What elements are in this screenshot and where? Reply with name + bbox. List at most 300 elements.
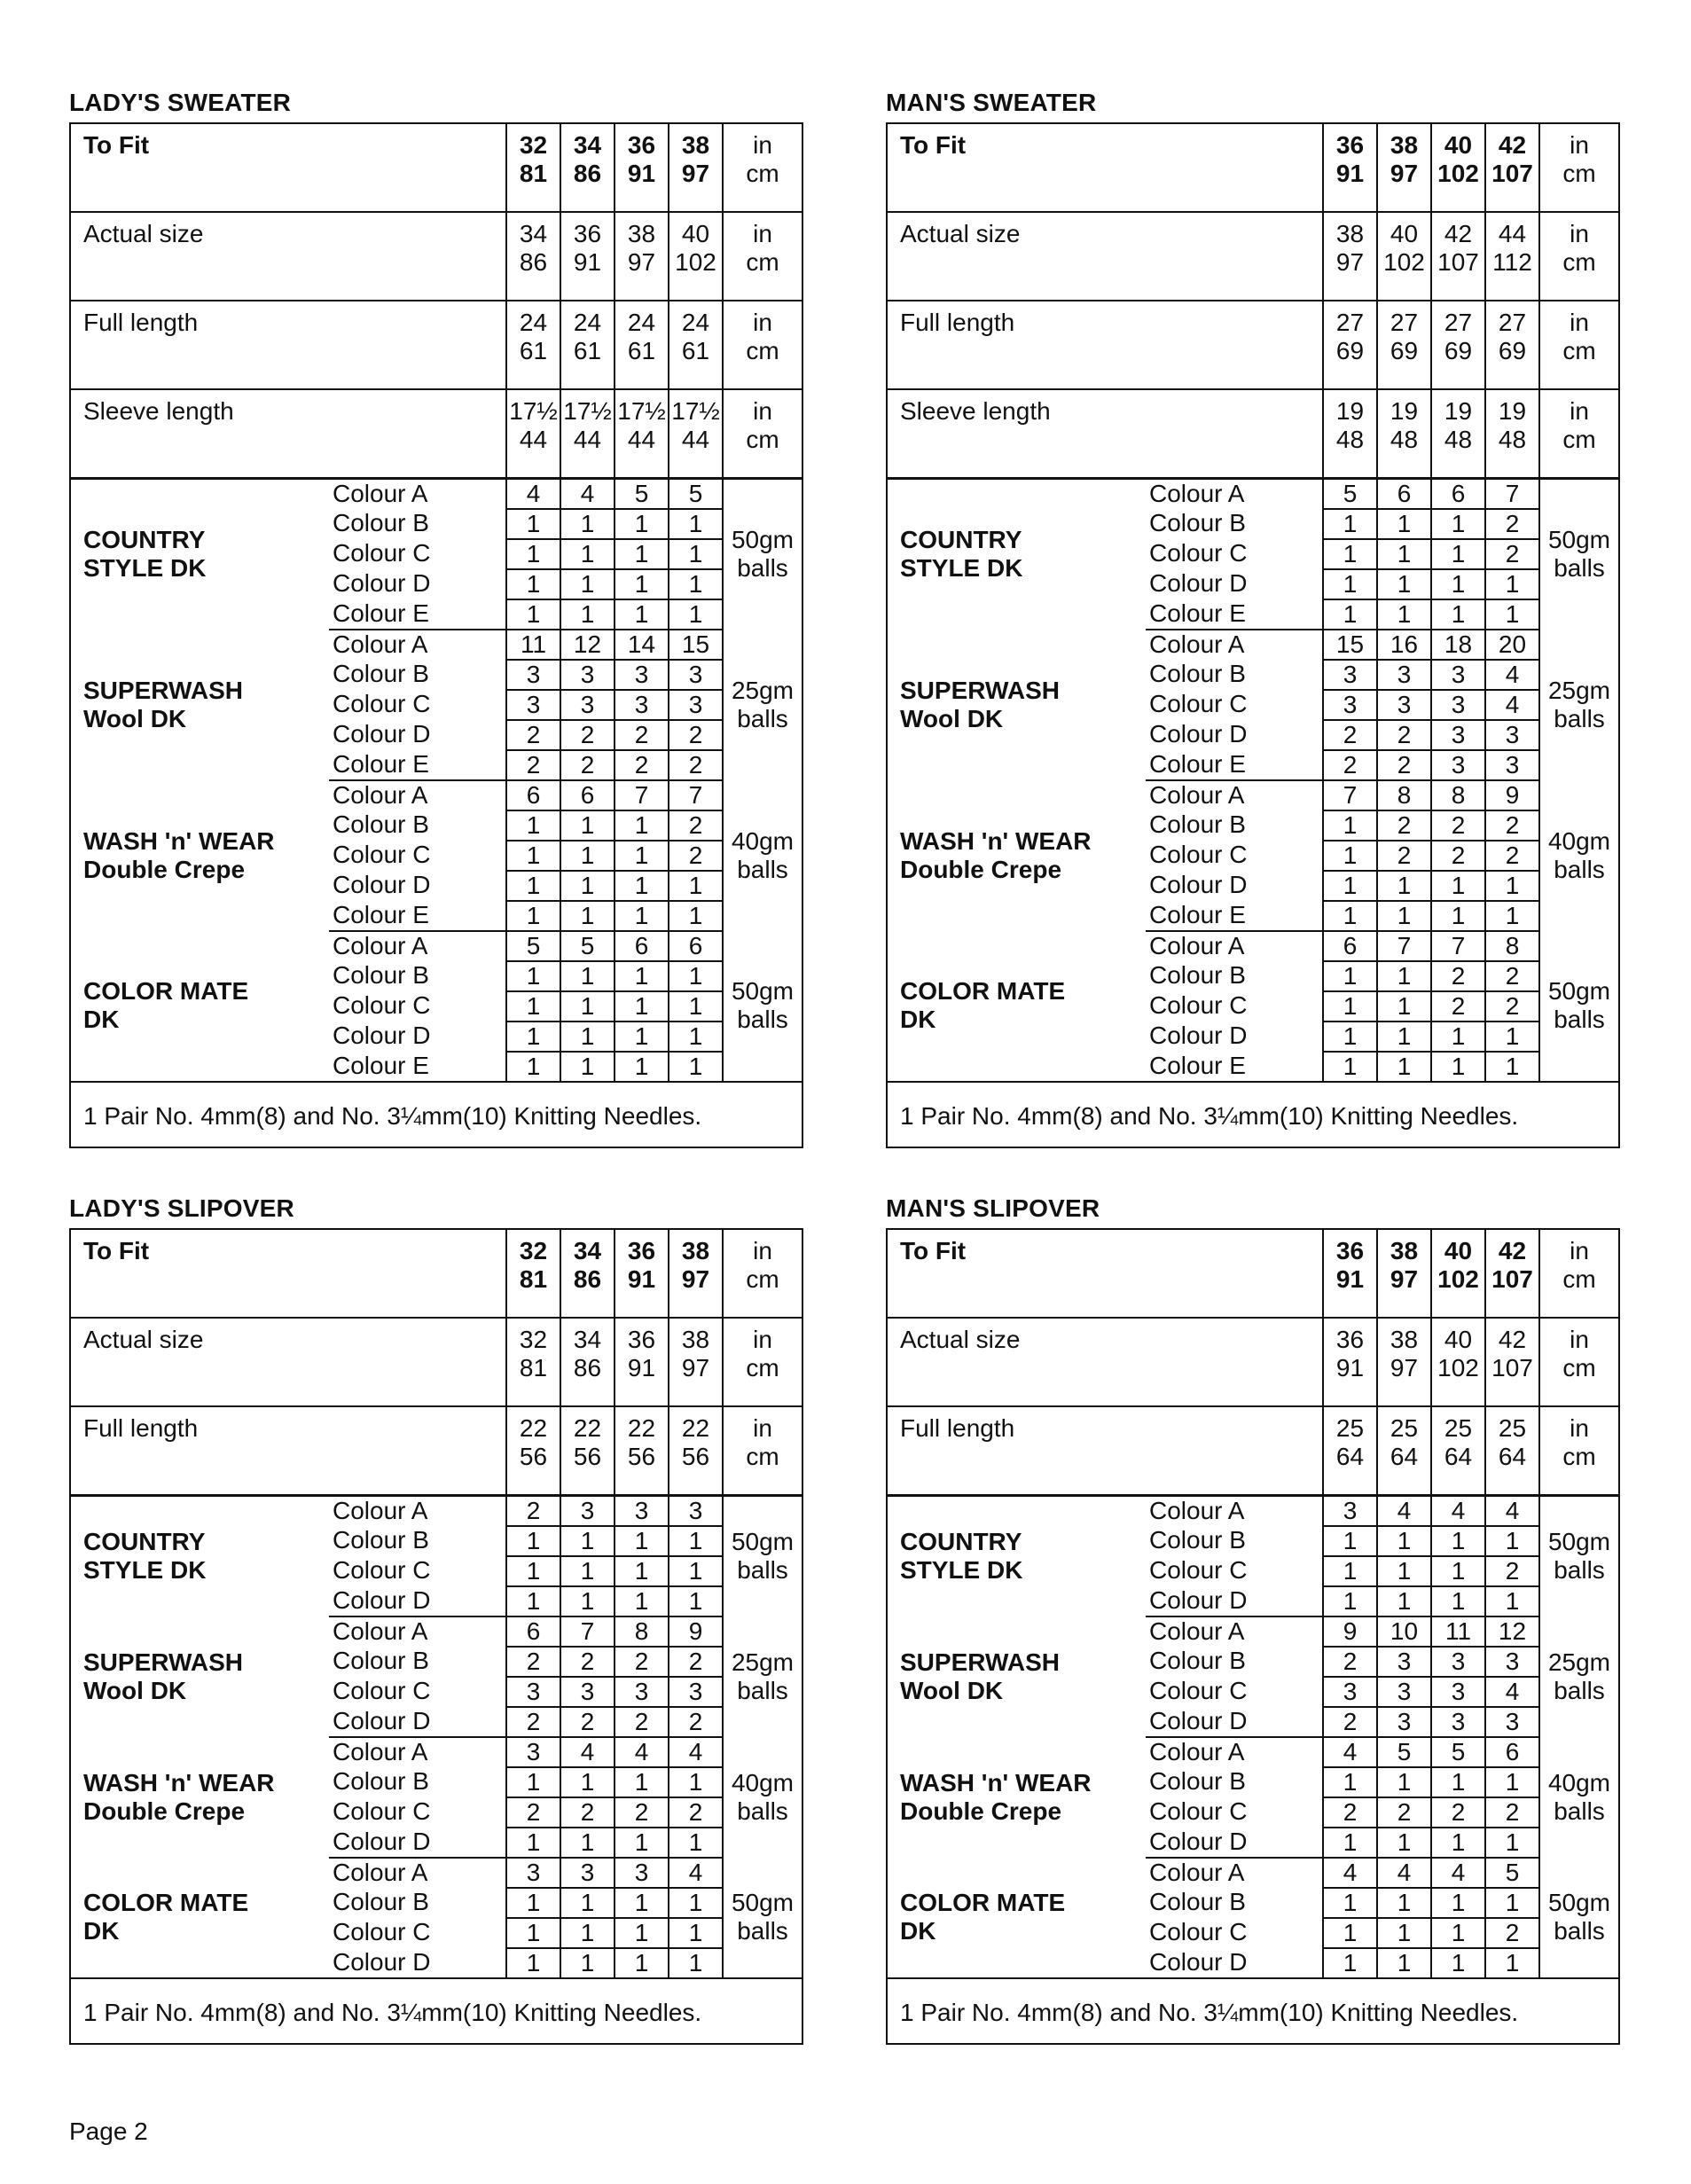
colour-label: Colour B: [1149, 1525, 1246, 1554]
yarn-name: [70, 780, 329, 931]
unit-cell: [1539, 1406, 1619, 1495]
ball-count: 3: [1377, 690, 1431, 720]
colour-label: Colour D: [1149, 568, 1248, 597]
cm-value: 69: [1498, 337, 1527, 364]
inch-value: 40: [681, 220, 710, 247]
ball-count: 1: [615, 509, 669, 539]
ball-count: 2: [506, 750, 560, 780]
ball-count: 6: [560, 780, 615, 810]
colour-label: Colour D: [1146, 1828, 1323, 1858]
ball-count: 3: [506, 660, 560, 690]
ball-count: 1: [615, 1767, 669, 1797]
ball-count: 1: [615, 539, 669, 569]
ball-count: 1: [1377, 871, 1431, 901]
ball-count: 16: [1377, 630, 1431, 660]
ball-weight: [723, 1495, 802, 1616]
ball-count: 1: [1323, 1888, 1377, 1918]
ball-count: 3: [506, 1677, 560, 1707]
colour-row: [70, 478, 802, 509]
colour-label: Colour D: [1149, 1021, 1248, 1049]
unit-cm: cm: [746, 160, 779, 187]
size-value-cell: [615, 212, 669, 301]
inch-value: 25: [1335, 1414, 1365, 1442]
colour-label: Colour D: [333, 719, 431, 748]
ball-count: 5: [506, 931, 560, 961]
ball-weight-line2: balls: [1554, 554, 1605, 582]
colour-label: Colour A: [333, 1616, 428, 1645]
cm-value: 69: [1335, 337, 1365, 364]
ball-weight: [1539, 478, 1619, 630]
inch-value: 40: [1390, 220, 1419, 247]
unit-cm: cm: [1562, 248, 1596, 276]
ball-count: 1: [506, 569, 560, 599]
ball-count: 1: [1323, 1556, 1377, 1586]
inch-value: 34: [573, 1237, 602, 1264]
cm-value: 44: [627, 426, 656, 453]
ball-count: 2: [1377, 841, 1431, 871]
ball-count: 4: [1485, 1677, 1539, 1707]
ball-count: 1: [506, 1022, 560, 1052]
size-value-cell: [1485, 1229, 1539, 1318]
ball-count: 1: [1377, 961, 1431, 991]
ball-count: 1: [560, 810, 615, 841]
ball-count: 1: [506, 871, 560, 901]
ball-count: 5: [1485, 1858, 1539, 1888]
size-value-cell: [1485, 1318, 1539, 1406]
unit-in: in: [1570, 1326, 1589, 1353]
size-value-cell: [1323, 1318, 1377, 1406]
yarn-name-line1: WASH 'n' WEAR: [900, 1768, 1092, 1797]
ball-count: 1: [560, 961, 615, 991]
unit-cell: [723, 123, 802, 212]
colour-label: Colour A: [333, 780, 428, 809]
colour-label: Colour B: [333, 1766, 429, 1795]
unit-cm: cm: [746, 1265, 779, 1293]
ball-count: 1: [615, 901, 669, 931]
ball-weight-line1: 40gm: [731, 826, 795, 855]
measure-row: [887, 1406, 1619, 1495]
yarn-name-line2: Double Crepe: [83, 855, 246, 883]
size-value-cell: [1431, 1406, 1485, 1495]
ball-count: 2: [1431, 1797, 1485, 1828]
cm-value: 81: [519, 1354, 548, 1382]
ball-count: 1: [1323, 1767, 1377, 1797]
colour-label: Colour A: [333, 1737, 428, 1765]
ball-count: 1: [506, 1767, 560, 1797]
unit-in: in: [1570, 1237, 1589, 1264]
colour-label: Colour C: [1149, 1917, 1248, 1945]
yarn-name-line1: COUNTRY: [900, 1528, 1022, 1555]
yarn-name: [887, 630, 1146, 780]
ball-weight: [723, 1858, 802, 1978]
ball-count: 2: [1485, 991, 1539, 1022]
cm-value: 69: [1390, 337, 1419, 364]
unit-cell: [1539, 1318, 1619, 1406]
colour-label: Colour B: [1149, 960, 1246, 989]
ball-count: 1: [560, 1828, 615, 1858]
ball-count: 1: [1431, 1918, 1485, 1948]
inch-value: 38: [1390, 1237, 1419, 1264]
ball-weight-line1: 50gm: [731, 1889, 795, 1916]
measure-label: Sleeve length: [887, 389, 1323, 478]
ball-count: 1: [1323, 1526, 1377, 1556]
ball-count: 1: [615, 1526, 669, 1556]
colour-label: Colour B: [333, 659, 429, 687]
ball-weight-line1: 50gm: [1547, 526, 1611, 553]
yarn-name: [887, 1858, 1146, 1978]
ball-count: 1: [1323, 1022, 1377, 1052]
ball-count: 1: [560, 1526, 615, 1556]
ball-count: 1: [1431, 1022, 1485, 1052]
ball-count: 1: [1431, 599, 1485, 630]
inch-value: 22: [681, 1414, 710, 1442]
inch-value: 32: [519, 1326, 548, 1353]
ball-count: 5: [1323, 478, 1377, 509]
inch-value: 34: [573, 131, 602, 159]
ball-count: 2: [669, 720, 723, 750]
ball-count: 4: [1431, 1495, 1485, 1526]
colour-row: [70, 1495, 802, 1526]
unit-cm: cm: [1562, 1443, 1596, 1470]
cm-value: 64: [1335, 1443, 1365, 1470]
ball-count: 5: [669, 478, 723, 509]
ball-count: 3: [615, 660, 669, 690]
unit-in: in: [1570, 220, 1589, 247]
ball-count: 1: [1485, 1948, 1539, 1978]
ball-count: 1: [669, 1828, 723, 1858]
ball-count: 1: [1377, 1767, 1431, 1797]
ball-count: 1: [560, 599, 615, 630]
man-sweater-panel: [886, 87, 1618, 1148]
cm-value: 48: [1335, 426, 1365, 453]
ball-count: 4: [1377, 1858, 1431, 1888]
colour-label: Colour B: [333, 1525, 429, 1554]
measure-label: Actual size: [887, 1318, 1323, 1406]
cm-value: 44: [681, 426, 710, 453]
ball-count: 1: [615, 1888, 669, 1918]
ball-count: 1: [1323, 810, 1377, 841]
ball-count: 1: [669, 961, 723, 991]
colour-label: Colour B: [1149, 1887, 1246, 1915]
yarn-name-line2: DK: [900, 1006, 936, 1033]
colour-row: [887, 1858, 1619, 1888]
size-value-cell: [1485, 301, 1539, 389]
cm-value: 64: [1390, 1443, 1419, 1470]
size-value-cell: [615, 389, 669, 478]
ball-count: 2: [669, 1707, 723, 1737]
ball-count: 1: [560, 1022, 615, 1052]
ball-count: 1: [615, 599, 669, 630]
lady-slipover-panel: [69, 1193, 802, 2045]
ball-count: 1: [1431, 1586, 1485, 1616]
ball-count: 1: [1485, 871, 1539, 901]
ball-count: 1: [615, 1022, 669, 1052]
cm-value: 81: [519, 1265, 548, 1293]
ball-weight-line2: balls: [737, 1676, 788, 1704]
ball-count: 1: [669, 539, 723, 569]
ball-count: 15: [669, 630, 723, 660]
ball-count: 1: [669, 871, 723, 901]
ball-count: 20: [1485, 630, 1539, 660]
inch-value: 24: [519, 309, 548, 336]
ball-count: 1: [1323, 1918, 1377, 1948]
cm-value: 97: [1390, 160, 1419, 187]
ball-count: 1: [560, 991, 615, 1022]
unit-in: in: [1570, 309, 1589, 336]
colour-label: Colour C: [1149, 538, 1248, 567]
size-value-cell: [506, 1406, 560, 1495]
unit-cm: cm: [1562, 1265, 1596, 1293]
ball-count: 1: [1431, 1888, 1485, 1918]
colour-label: Colour C: [1149, 840, 1248, 868]
colour-label: Colour C: [333, 1797, 431, 1825]
inch-value: 42: [1444, 220, 1473, 247]
ball-count: 1: [615, 810, 669, 841]
ball-count: 2: [615, 1797, 669, 1828]
ball-count: 1: [1323, 1828, 1377, 1858]
ball-count: 3: [506, 690, 560, 720]
unit-cell: [1539, 212, 1619, 301]
ball-count: 6: [1431, 478, 1485, 509]
size-value-cell: [1485, 212, 1539, 301]
cm-value: 107: [1491, 1265, 1533, 1293]
ball-count: 3: [1323, 660, 1377, 690]
unit-in: in: [753, 131, 772, 159]
unit-cm: cm: [746, 337, 779, 364]
ball-count: 1: [1323, 599, 1377, 630]
unit-cell: [723, 1229, 802, 1318]
yarn-name-line1: WASH 'n' WEAR: [83, 1768, 275, 1797]
cm-value: 97: [1335, 248, 1365, 276]
man-slipover-panel: [886, 1193, 1618, 2045]
to-fit-row: [887, 1229, 1619, 1318]
ball-weight: [723, 1737, 802, 1858]
inch-value: 36: [573, 220, 602, 247]
yarn-name-line2: Wool DK: [83, 704, 187, 732]
panel-title: LADY'S SWEATER: [69, 89, 292, 116]
size-value-cell: [1485, 123, 1539, 212]
ball-count: 8: [615, 1616, 669, 1647]
colour-label: Colour E: [1146, 1052, 1323, 1082]
cm-value: 81: [519, 160, 548, 187]
ball-count: 2: [1485, 810, 1539, 841]
ball-count: 3: [1323, 690, 1377, 720]
colour-label: Colour C: [333, 689, 431, 717]
inch-value: 25: [1444, 1414, 1473, 1442]
yarn-name: [887, 1495, 1146, 1616]
ball-weight-line2: balls: [737, 704, 788, 732]
colour-label: Colour D: [329, 1948, 506, 1978]
ball-count: 1: [1377, 1022, 1431, 1052]
ball-weight-line2: balls: [737, 554, 788, 582]
ball-count: 1: [669, 1052, 723, 1082]
cm-value: 86: [573, 1354, 602, 1382]
ball-count: 6: [669, 931, 723, 961]
colour-row: [887, 1495, 1619, 1526]
size-value-cell: [1377, 1229, 1431, 1318]
ball-count: 7: [1431, 931, 1485, 961]
ball-count: 4: [1323, 1858, 1377, 1888]
measure-row: [887, 212, 1619, 301]
size-value-cell: [615, 1318, 669, 1406]
inch-value: 34: [573, 1326, 602, 1353]
ball-count: 6: [1485, 1737, 1539, 1767]
size-value-cell: [615, 1406, 669, 1495]
yarn-name: [70, 1858, 329, 1978]
size-value-cell: [615, 301, 669, 389]
yarn-name: [70, 1737, 329, 1858]
to-fit-label: To Fit: [887, 1229, 1323, 1318]
inch-value: 25: [1390, 1414, 1419, 1442]
ball-count: 3: [560, 1858, 615, 1888]
yarn-name-line2: DK: [83, 1006, 120, 1033]
inch-value: 42: [1498, 1237, 1527, 1264]
colour-label: Colour A: [333, 1496, 428, 1524]
unit-cm: cm: [1562, 160, 1596, 187]
unit-cell: [1539, 123, 1619, 212]
ball-count: 1: [1485, 1586, 1539, 1616]
ball-count: 3: [1431, 750, 1485, 780]
ball-weight: [1539, 1858, 1619, 1978]
colour-row: [70, 1616, 802, 1647]
ball-count: 1: [1431, 1052, 1485, 1082]
ball-count: 1: [560, 1948, 615, 1978]
colour-label: Colour D: [1149, 870, 1248, 898]
inch-value: 24: [681, 309, 710, 336]
size-value-cell: [1431, 1229, 1485, 1318]
inch-value: 42: [1498, 131, 1527, 159]
measure-row: [70, 212, 802, 301]
yarn-name-line1: COLOR MATE: [900, 977, 1066, 1005]
ball-count: 1: [669, 509, 723, 539]
ball-count: 2: [1323, 1707, 1377, 1737]
inch-value: 38: [1390, 131, 1419, 159]
cm-value: 102: [1437, 1354, 1479, 1382]
cm-value: 102: [675, 248, 716, 276]
ball-count: 1: [1323, 991, 1377, 1022]
inch-value: 24: [573, 309, 602, 336]
inch-value: 40: [1444, 131, 1473, 159]
ball-count: 1: [1431, 901, 1485, 931]
ball-count: 3: [1431, 1647, 1485, 1677]
unit-cm: cm: [746, 248, 779, 276]
ball-count: 5: [1431, 1737, 1485, 1767]
ball-weight-line2: balls: [737, 1556, 788, 1584]
cm-value: 61: [627, 337, 656, 364]
ball-count: 1: [1323, 871, 1377, 901]
inch-value: 25: [1498, 1414, 1527, 1442]
ball-weight-line1: 50gm: [1547, 1528, 1611, 1555]
ball-count: 2: [560, 1647, 615, 1677]
measure-row: [887, 301, 1619, 389]
yarn-name: [887, 1737, 1146, 1858]
needles-note: 1 Pair No. 4mm(8) and No. 3¼mm(10) Knitting Needles.: [887, 1082, 1619, 1147]
ball-count: 1: [506, 841, 560, 871]
size-value-cell: [1323, 1406, 1377, 1495]
ball-count: 10: [1377, 1616, 1431, 1647]
cm-value: 97: [681, 160, 710, 187]
colour-label: Colour A: [1149, 479, 1245, 507]
ball-weight-line2: balls: [1554, 704, 1605, 732]
yarn-name-line1: SUPERWASH: [900, 676, 1060, 704]
colour-row: [887, 780, 1619, 810]
ball-count: 1: [1377, 1526, 1431, 1556]
unit-in: in: [1570, 397, 1589, 425]
colour-row: [70, 931, 802, 961]
ball-count: 1: [1377, 901, 1431, 931]
ball-count: 6: [615, 931, 669, 961]
colour-row: [887, 1737, 1619, 1767]
to-fit-row: [887, 123, 1619, 212]
ball-count: 1: [1323, 1948, 1377, 1978]
ball-count: 2: [1431, 961, 1485, 991]
ball-count: 9: [1485, 780, 1539, 810]
yarn-name: [887, 780, 1146, 931]
colour-label: Colour E: [329, 901, 506, 931]
size-value-cell: [560, 389, 615, 478]
yarn-name: [887, 478, 1146, 630]
ball-count: 1: [506, 1556, 560, 1586]
cm-value: 91: [1335, 1354, 1365, 1382]
ball-count: 1: [506, 901, 560, 931]
ball-count: 1: [1323, 539, 1377, 569]
ball-count: 1: [1323, 569, 1377, 599]
size-value-cell: [560, 1229, 615, 1318]
ball-weight: [1539, 931, 1619, 1082]
colour-label: Colour D: [329, 1707, 506, 1737]
measure-label: Sleeve length: [70, 389, 506, 478]
ball-count: 2: [1323, 1797, 1377, 1828]
ball-count: 3: [1431, 1707, 1485, 1737]
size-table: [69, 122, 803, 1148]
colour-label: Colour A: [333, 931, 428, 959]
unit-cell: [723, 389, 802, 478]
yarn-name-line2: STYLE DK: [83, 1556, 207, 1584]
ball-weight: [1539, 630, 1619, 780]
colour-label: Colour B: [333, 810, 429, 838]
ball-count: 1: [506, 1948, 560, 1978]
ball-count: 1: [1485, 901, 1539, 931]
ball-count: 3: [615, 1858, 669, 1888]
inch-value: 38: [681, 1237, 710, 1264]
colour-label: Colour E: [329, 599, 506, 630]
yarn-name: [887, 931, 1146, 1082]
inch-value: 38: [1335, 220, 1365, 247]
ball-count: 1: [560, 1918, 615, 1948]
ball-count: 3: [560, 1677, 615, 1707]
size-value-cell: [560, 1318, 615, 1406]
size-value-cell: [1431, 212, 1485, 301]
ball-count: 11: [1431, 1616, 1485, 1647]
cm-value: 97: [681, 1265, 710, 1293]
measure-row: [887, 389, 1619, 478]
ball-count: 1: [1377, 991, 1431, 1022]
cm-value: 64: [1498, 1443, 1527, 1470]
size-value-cell: [560, 123, 615, 212]
cm-value: 91: [1335, 160, 1365, 187]
inch-value: 19: [1444, 397, 1473, 425]
ball-count: 2: [1377, 810, 1431, 841]
yarn-name-line2: STYLE DK: [900, 1556, 1023, 1584]
ball-count: 1: [669, 1767, 723, 1797]
size-value-cell: [506, 301, 560, 389]
unit-cell: [1539, 1229, 1619, 1318]
ball-count: 7: [1323, 780, 1377, 810]
colour-label: Colour C: [1149, 1555, 1248, 1584]
ball-count: 2: [669, 1647, 723, 1677]
yarn-name-line1: COLOR MATE: [83, 1889, 249, 1916]
ball-count: 1: [1485, 1828, 1539, 1858]
